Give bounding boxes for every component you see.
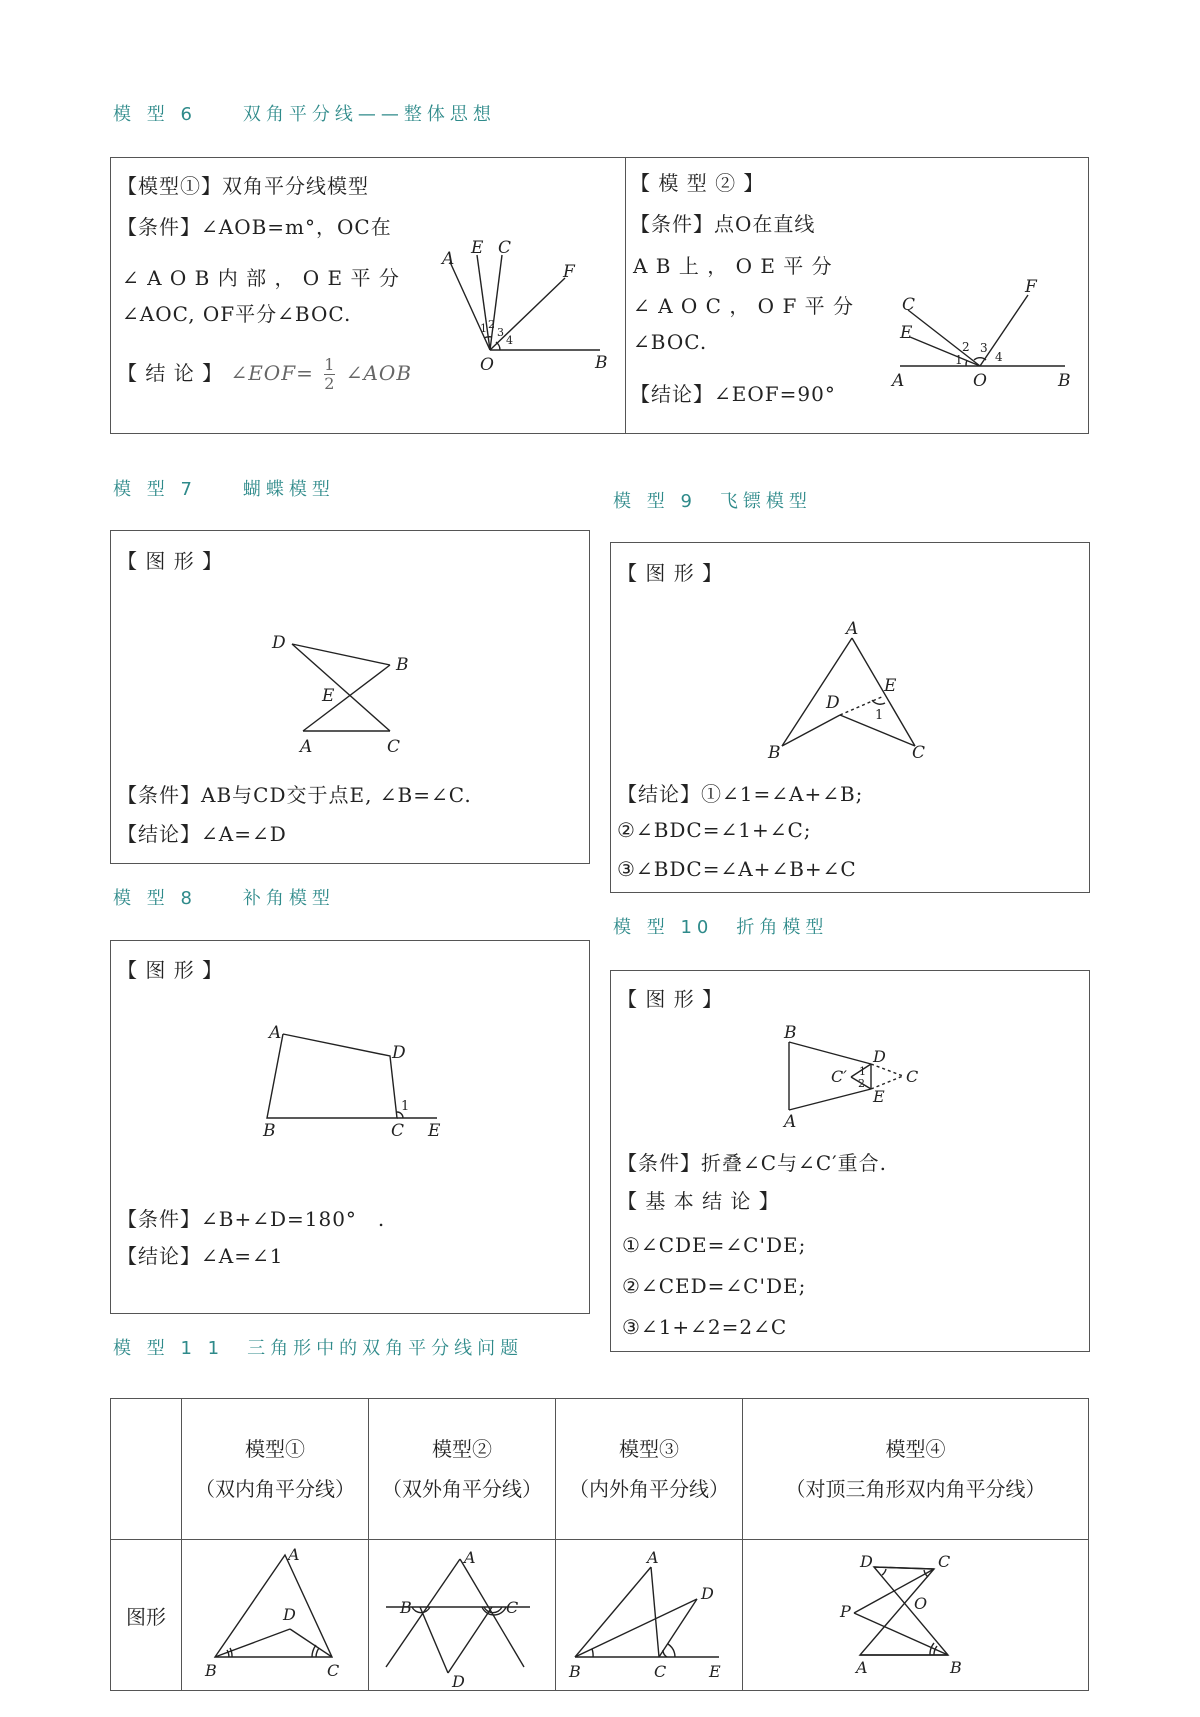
model9-conclusion1: 【结论】①∠1=∠A+∠B; [617, 782, 864, 806]
model6-left-title: 【模型①】双角平分线模型 [117, 174, 369, 198]
model6-left-concl [117, 356, 412, 393]
concl-tail: ∠AOB [345, 361, 413, 385]
label-F: F [563, 262, 575, 282]
label-2: 2 [488, 318, 495, 331]
col3-title: 模型③ [619, 1437, 679, 1461]
model6-left-cond1: 【条件】∠AOB=m°，OC在 [117, 215, 392, 239]
model6-heading: 模 型 6 双角平分线——整体思想 [113, 104, 496, 125]
model10-heading: 模 型 10 折角模型 [613, 917, 829, 938]
model11-fig4-cell [743, 1540, 1089, 1691]
label-A: A [855, 1657, 868, 1677]
label-C: C [912, 743, 926, 763]
col3-subtitle: （内外角平分线） [569, 1477, 729, 1501]
model11-figure2 [372, 1543, 552, 1691]
label-B: B [768, 743, 781, 763]
col4-title: 模型④ [885, 1437, 946, 1461]
model9-figure [760, 616, 940, 766]
label-C: C [906, 1067, 919, 1086]
model6-left-figure [430, 230, 620, 380]
label-D: D [272, 633, 286, 653]
label-2: 2 [962, 340, 970, 354]
label-B: B [396, 655, 409, 675]
model7-figure [260, 628, 420, 758]
model8-conclusion: 【结论】∠A=∠1 [117, 1244, 284, 1268]
col2-subtitle: （双外角平分线） [382, 1477, 542, 1501]
model7-condition: 【条件】AB与CD交于点E, ∠B=∠C. [117, 783, 472, 807]
label-E: E [709, 1661, 721, 1681]
model9-conclusion3: ③∠BDC=∠A+∠B+∠C [617, 857, 857, 881]
model8-condition: 【条件】∠B+∠D=180° . [117, 1207, 386, 1231]
model9-figure-label: 【 图 形 】 [617, 561, 724, 585]
label-C: C [387, 737, 401, 757]
fraction-numerator: 1 [324, 355, 336, 374]
label-D: D [283, 1604, 296, 1624]
label-A: A [464, 1547, 476, 1567]
model10-condition: 【条件】折叠∠C与∠C′重合. [617, 1151, 888, 1175]
model10-figure-label: 【 图 形 】 [617, 987, 724, 1011]
label-C: C [902, 295, 916, 315]
label-1: 1 [401, 1099, 410, 1114]
label-A: A [442, 249, 455, 269]
model7-figure-label: 【 图 形 】 [117, 549, 224, 573]
model11-figure4 [816, 1543, 1016, 1688]
label-C: C [506, 1597, 519, 1617]
model10-basic-conclusion: 【 基 本 结 论 】 [617, 1189, 780, 1213]
model10-figure [775, 1020, 935, 1135]
col1-subtitle: （双内角平分线） [195, 1477, 355, 1501]
fraction-denominator: 2 [324, 374, 336, 393]
fraction [324, 356, 335, 393]
label-1: 1 [875, 708, 884, 723]
label-D: D [873, 1047, 886, 1066]
label-E: E [471, 238, 484, 258]
label-4: 4 [506, 334, 513, 347]
label-A: A [300, 737, 313, 757]
label-A: A [846, 619, 859, 639]
label-E: E [322, 686, 335, 706]
model11-col1-header [182, 1399, 369, 1540]
label-B: B [1058, 371, 1071, 391]
model7-conclusion: 【结论】∠A=∠D [117, 822, 287, 846]
col2-title: 模型② [432, 1437, 492, 1461]
label-B: B [949, 1657, 962, 1677]
label-D: D [701, 1583, 714, 1603]
label-E: E [873, 1087, 885, 1106]
label-1: 1 [955, 353, 963, 367]
label-C-prime: C′ [831, 1067, 847, 1086]
model11-col3-header [556, 1399, 743, 1540]
label-A: A [647, 1547, 659, 1567]
label-A: A [784, 1112, 797, 1132]
label-2: 2 [858, 1077, 865, 1090]
label-C: C [937, 1551, 950, 1571]
label-B: B [569, 1661, 581, 1681]
label-D: D [452, 1671, 465, 1691]
model11-row-label: 图形 [111, 1540, 182, 1691]
label-B: B [205, 1660, 217, 1680]
model11-corner-cell [111, 1399, 182, 1540]
label-P: P [839, 1601, 851, 1621]
label-F: F [1025, 277, 1037, 297]
model6-right-cond3: ∠ A O C ， O F 平 分 [633, 294, 855, 318]
label-E: E [884, 676, 897, 696]
model8-figure [255, 1018, 455, 1143]
label-E: E [428, 1121, 441, 1141]
label-E: E [900, 323, 913, 343]
model10-conclusion1: ①∠CDE=∠C'DE; [622, 1233, 807, 1257]
label-C: C [391, 1121, 405, 1141]
model11-col2-header [369, 1399, 556, 1540]
model6-right-cond1: 【条件】点O在直线 [630, 212, 816, 236]
model11-col4-header [743, 1399, 1089, 1540]
model11-figure-row [111, 1540, 1089, 1691]
model6-left-cond2: ∠ A O B 内 部 ， O E 平 分 [122, 266, 400, 290]
label-1: 1 [480, 322, 487, 335]
model8-figure-label: 【 图 形 】 [117, 958, 224, 982]
label-C: C [654, 1661, 667, 1681]
label-4: 4 [995, 350, 1003, 364]
label-D: D [392, 1043, 406, 1063]
model11-figure3 [559, 1543, 739, 1688]
model8-heading: 模 型 8 补角模型 [113, 888, 335, 909]
model6-right-cond2: A B 上 ， O E 平 分 [633, 254, 833, 278]
model11-figure1 [185, 1543, 365, 1688]
model6-right-concl: 【结论】∠EOF=90° [630, 382, 836, 406]
label-A: A [288, 1544, 300, 1564]
label-D: D [859, 1551, 873, 1571]
label-B: B [784, 1023, 797, 1043]
model6-left-cond3: ∠AOC, OF平分∠BOC. [122, 302, 352, 326]
model11-fig1-cell [182, 1540, 369, 1691]
concl-formula: ∠EOF= [230, 361, 314, 385]
model11-table [110, 1398, 1089, 1691]
label-O: O [480, 355, 494, 375]
model10-conclusion2: ②∠CED=∠C'DE; [622, 1274, 807, 1298]
label-C: C [327, 1660, 340, 1680]
concl-label: 【 结 论 】 [117, 361, 224, 385]
model11-fig2-cell [369, 1540, 556, 1691]
label-1: 1 [859, 1065, 866, 1078]
model6-right-figure [880, 277, 1080, 391]
model11-fig3-cell [556, 1540, 743, 1691]
model7-heading: 模 型 7 蝴蝶模型 [113, 479, 335, 500]
label-A: A [892, 371, 905, 391]
model6-right-title: 【 模 型 ② 】 [630, 171, 765, 195]
col4-subtitle: （对顶三角形双内角平分线） [785, 1477, 1046, 1501]
model9-conclusion2: ②∠BDC=∠1+∠C; [617, 818, 812, 842]
label-B: B [263, 1121, 276, 1141]
label-A: A [269, 1023, 282, 1043]
label-B: B [595, 353, 608, 373]
model11-header-row [111, 1399, 1089, 1540]
col1-title: 模型① [245, 1437, 305, 1461]
model11-heading: 模 型 1 1 三角形中的双角平分线问题 [113, 1338, 524, 1359]
label-3: 3 [497, 326, 504, 339]
label-B: B [400, 1597, 412, 1617]
model6-right-cond4: ∠BOC. [633, 330, 708, 354]
label-O: O [973, 371, 987, 391]
label-3: 3 [980, 341, 988, 355]
model6-divider [625, 158, 626, 433]
model9-heading: 模 型 9 飞镖模型 [613, 491, 812, 512]
label-C: C [498, 238, 512, 258]
label-D: D [826, 693, 840, 713]
label-O: O [913, 1593, 927, 1613]
model10-conclusion3: ③∠1+∠2=2∠C [622, 1315, 788, 1339]
